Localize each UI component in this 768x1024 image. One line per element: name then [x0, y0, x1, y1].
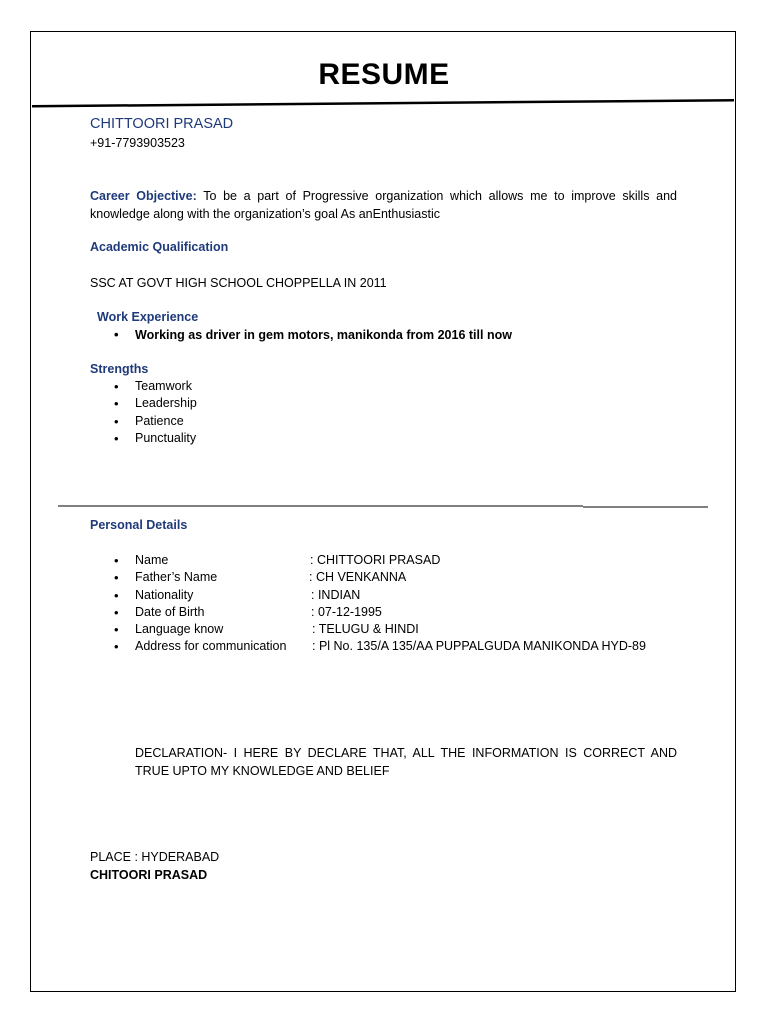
- detail-row-name: [135, 552, 695, 569]
- resume-title: RESUME: [318, 58, 450, 91]
- detail-row-nationality: [135, 587, 695, 604]
- detail-value: : Pl No. 135/A 135/AA PUPPALGUDA MANIKONDA HYD-89: [312, 639, 646, 654]
- list-item: • Teamwork: [135, 378, 197, 395]
- detail-label: • Nationality: [135, 587, 194, 602]
- detail-label: • Father’s Name: [135, 570, 218, 585]
- detail-row-address: [135, 638, 695, 655]
- list-item: • Working as driver in gem motors, manikonda from 2016 till now: [135, 326, 512, 344]
- work-list: [135, 326, 512, 344]
- academic-text: SSC AT GOVT HIGH SCHOOL CHOPPELLA IN 2011: [90, 276, 387, 290]
- detail-value: : TELUGU & HINDI: [312, 622, 419, 637]
- list-item: • Patience: [135, 413, 197, 430]
- section-divider: [58, 505, 708, 508]
- title-underline: [32, 99, 734, 108]
- declaration-text: DECLARATION- I HERE BY DECLARE THAT, ALL THE INFORMATION IS CORRECT AND TRUE UPTO MY KNOWLEDGE AND BELIEF: [135, 746, 677, 778]
- personal-details-list: [135, 552, 695, 656]
- detail-value: : 07-12-1995: [311, 604, 382, 619]
- detail-label: • Name: [135, 553, 169, 567]
- detail-value: : CH VENKANNA: [309, 570, 407, 585]
- detail-label: • Language know: [135, 622, 224, 637]
- career-objective-text: To be a part of Progressive organization which allows me to improve skills and knowledge along with the organization’s goal As anEnthusiastic: [90, 189, 677, 221]
- career-objective-label: Career Objective:: [90, 189, 197, 203]
- strengths-heading: Strengths: [90, 362, 149, 376]
- detail-value: : CHITTOORI PRASAD: [310, 553, 441, 567]
- strengths-list: [135, 378, 197, 447]
- detail-label: • Address for communication: [135, 639, 287, 654]
- academic-heading: Academic Qualification: [90, 240, 229, 254]
- list-item: • Punctuality: [135, 430, 197, 447]
- career-objective: [90, 187, 677, 223]
- signature-name: CHITOORI PRASAD: [90, 868, 208, 882]
- phone-number: +91-7793903523: [90, 136, 185, 150]
- work-heading: Work Experience: [97, 310, 199, 324]
- detail-value: : INDIAN: [311, 587, 361, 602]
- detail-row-father-name: [135, 569, 695, 586]
- personal-details-heading: Personal Details: [90, 518, 188, 532]
- detail-label: • Date of Birth: [135, 604, 205, 619]
- detail-row-language: [135, 621, 695, 638]
- detail-row-date-of-birth: [135, 604, 695, 621]
- list-item: • Leadership: [135, 395, 197, 412]
- place-line: PLACE : HYDERABAD: [90, 850, 220, 864]
- candidate-name: CHITTOORI PRASAD: [90, 116, 234, 132]
